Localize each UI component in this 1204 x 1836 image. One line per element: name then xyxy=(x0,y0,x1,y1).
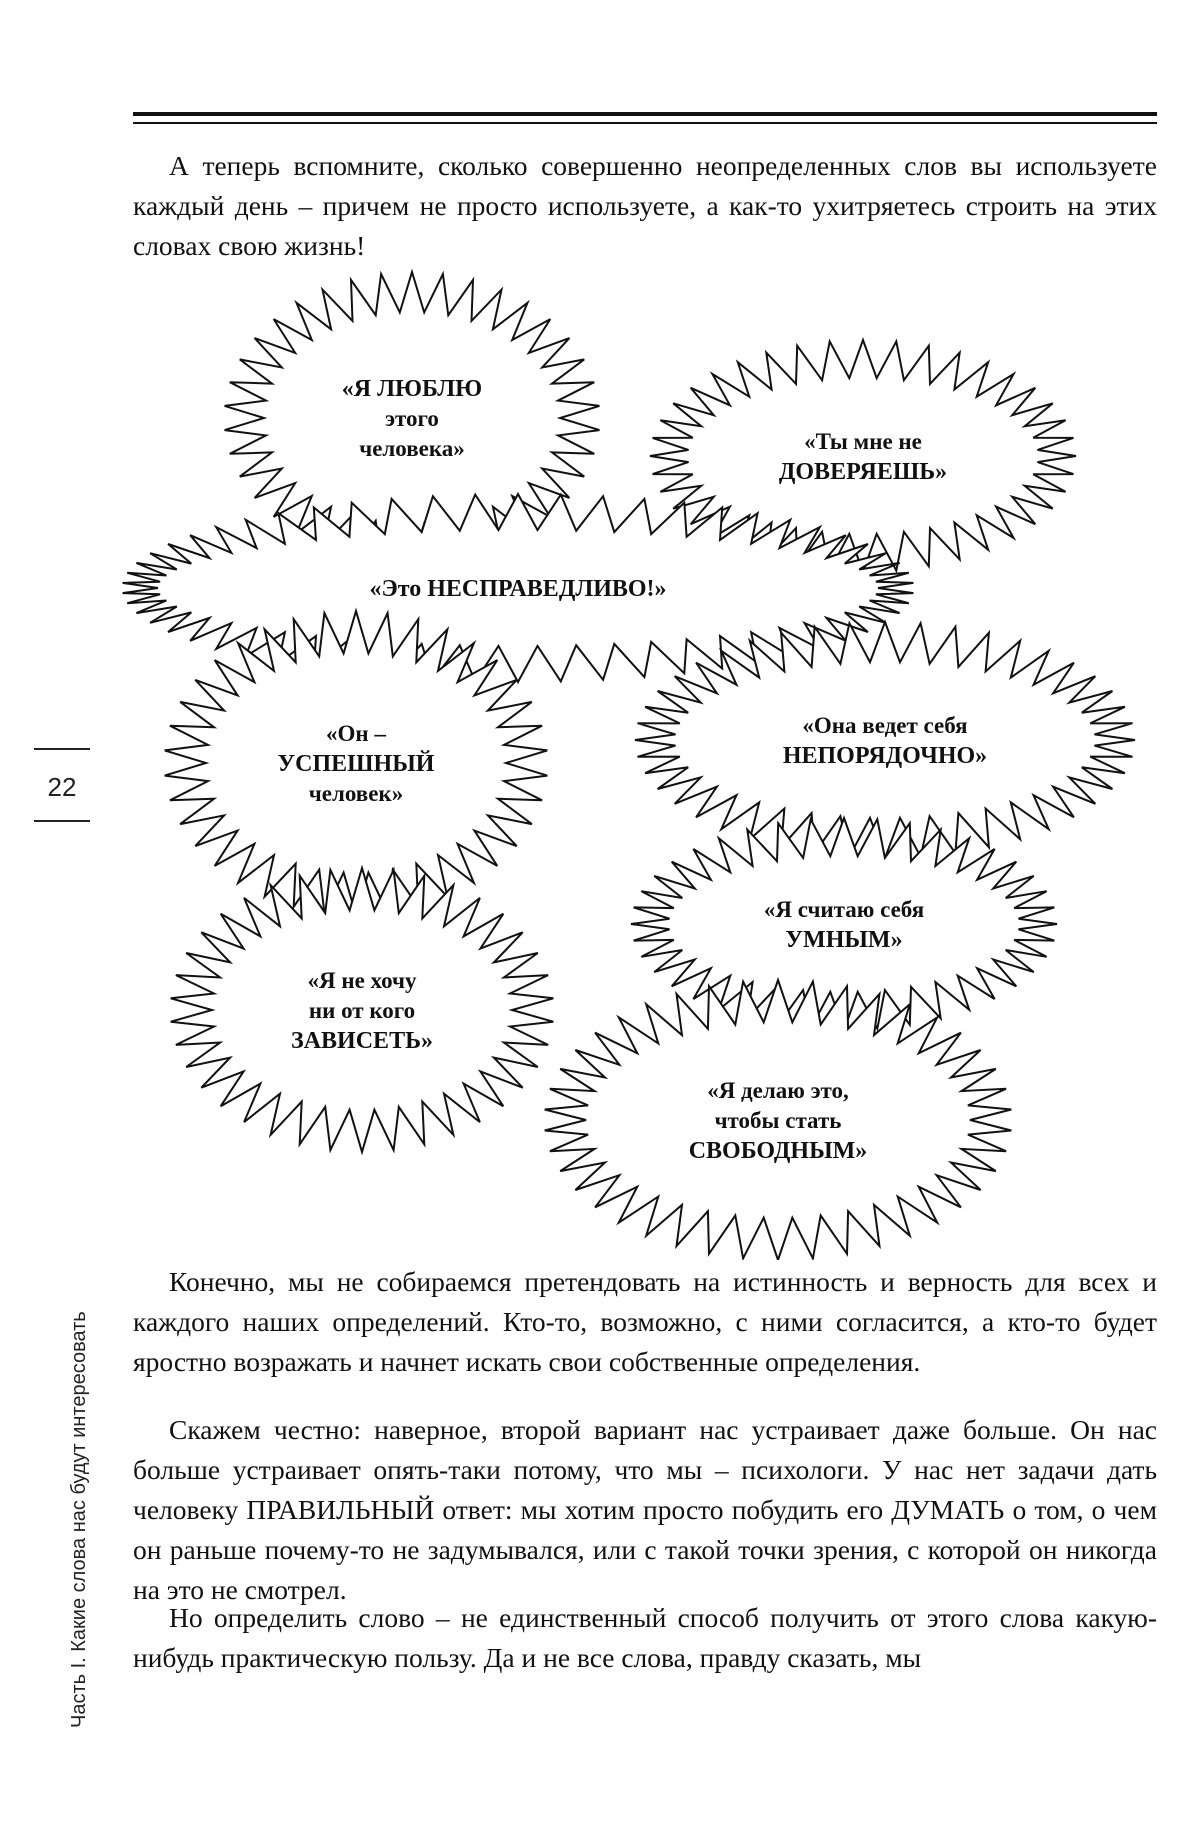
burst-text-line: этого xyxy=(385,406,439,432)
burst-free xyxy=(545,980,1012,1260)
burst-text-line: «Я не хочу xyxy=(307,968,417,993)
burst-text-line: ДОВЕРЯЕШЬ» xyxy=(778,459,948,486)
burst-text-line: «Я делаю это, xyxy=(707,1078,849,1103)
running-head: Часть I. Какие слова нас будут интересовать xyxy=(68,1311,90,1728)
burst-text-line: «Она ведет себя xyxy=(802,713,968,738)
burst-independent xyxy=(171,868,554,1152)
page-number-rule-bottom xyxy=(34,820,90,822)
burst-text-line: ЗАВИСЕТЬ» xyxy=(291,1028,433,1054)
burst-text-line: «Ты мне не xyxy=(804,429,922,455)
burst-text-line: «Я ЛЮБЛЮ xyxy=(341,376,483,403)
page-number: 22 xyxy=(47,772,77,802)
burst-text-line: «Это НЕСПРАВЕДЛИВО!» xyxy=(369,576,667,602)
burst-text-line: человек» xyxy=(308,781,404,806)
burst-text-line: УСПЕШНЫЙ xyxy=(277,751,435,777)
intro-paragraph: А теперь вспомните, сколько совершенно неопределенных слов вы используете каждый день – причем не просто используете, а как-то ухитряетесь строить на этих словах свою жизнь! xyxy=(133,150,1157,261)
burst-text-line: УМНЫМ» xyxy=(785,927,903,953)
burst-text-line: СВОБОДНЫМ» xyxy=(688,1138,868,1164)
burst-text-line: ни от кого xyxy=(308,998,416,1023)
burst-text-line: «Он – xyxy=(326,721,386,746)
page-number-rule-top xyxy=(34,748,90,750)
body-paragraph-3: Но определить слово – не единственный способ получить от этого слова какую-нибудь практическую пользу. Да и не все слова, правду сказать, мы xyxy=(133,1602,1157,1673)
burst-text-line: «Я считаю себя xyxy=(763,897,925,922)
burst-text-line: человека» xyxy=(359,436,465,462)
burst-text-line: НЕПОРЯДОЧНО» xyxy=(782,743,988,769)
body-paragraph-1: Конечно, мы не собираемся претендовать на истинность и верность для всех и каждого наших определений. Кто-то, возможно, с ними согласится, а кто-то будет яростно возражать и начнет искать свои собственные определения. xyxy=(133,1266,1157,1377)
body-paragraph-2: Скажем честно: наверное, второй вариант нас устраивает даже больше. Он нас больше устраивает опять-таки потому, что мы – психологи. У нас нет задачи дать человеку ПРАВИЛЬНЫЙ ответ: мы хотим просто побудить его ДУМАТЬ о том, о чем он раньше почему-то не задумывался, или с такой точки зрения, с которой он никогда на это не смотрел. xyxy=(133,1414,1157,1605)
burst-text-line: чтобы стать xyxy=(714,1108,842,1133)
